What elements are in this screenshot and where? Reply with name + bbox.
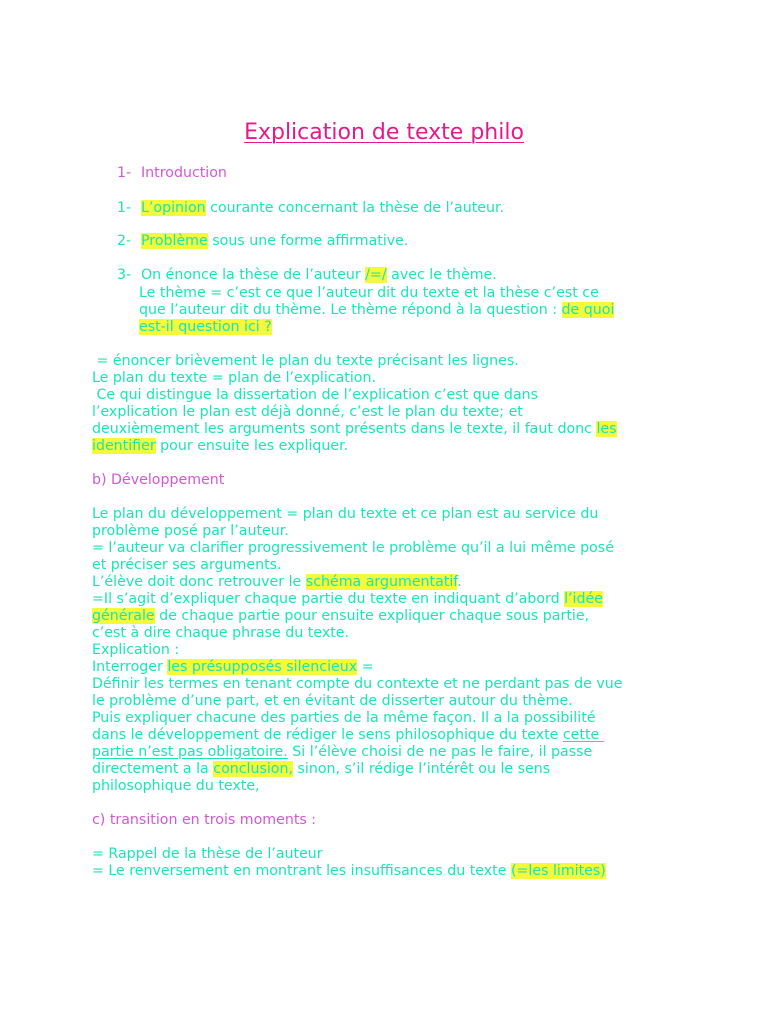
- definir-line-3: Puis expliquer chacune des parties de la même façon. Il a la possibilité: [92, 710, 596, 726]
- item-number: 3-: [117, 267, 132, 283]
- intro-item-3-line-2: Le thème = c’est ce que l’auteur dit du texte et la thèse c’est ce: [139, 285, 599, 301]
- highlighted-text: l’idée: [564, 591, 603, 607]
- intro-heading-number: 1-: [117, 165, 132, 181]
- idee-line-1: [92, 591, 603, 608]
- item-number: 2-: [117, 233, 132, 249]
- highlighted-text: de quoi: [561, 302, 615, 318]
- definir-line-1: Définir les termes en tenant compte du contexte et ne perdant pas de vue: [92, 676, 623, 692]
- idee-line-2: [92, 608, 589, 625]
- dev-text: de chaque partie pour ensuite expliquer chaque sous partie,: [154, 608, 590, 624]
- plan-line-3: Ce qui distingue la dissertation de l’explication c’est que dans: [92, 387, 539, 403]
- item-text: On énonce la thèse de l’auteur: [141, 267, 366, 283]
- explication-label: Explication :: [92, 642, 180, 658]
- intro-item-1: [117, 200, 504, 217]
- document-title: Explication de texte philo: [244, 120, 524, 145]
- intro-item-3-line-3: [139, 302, 614, 319]
- development-line-2: problème posé par l’auteur.: [92, 523, 289, 539]
- highlighted-text: /=/: [365, 267, 387, 283]
- dev-text: sinon, s’il rédige l’intérêt ou le sens: [293, 761, 551, 777]
- definir-line-2: le problème d’une part, et en évitant de disserter autour du thème.: [92, 693, 573, 709]
- dev-text: directement a la: [92, 761, 214, 777]
- dev-text: Si l’élève choisi de ne pas le faire, il passe: [287, 744, 593, 760]
- highlighted-text: générale: [92, 608, 155, 624]
- intro-item-3-line-4: [139, 319, 272, 336]
- highlighted-text: identifier: [92, 438, 156, 454]
- schema-line: [92, 574, 462, 591]
- sens-line: [92, 727, 604, 744]
- highlighted-text: conclusion,: [213, 761, 293, 777]
- item-text: courante concernant la thèse de l’auteur.: [205, 200, 505, 216]
- dev-text: Interroger: [92, 659, 168, 675]
- highlighted-text: les présupposés silencieux: [167, 659, 358, 675]
- plan-line-4: l’explication le plan est déjà donné, c’est le plan du texte; et: [92, 404, 523, 420]
- item-text: avec le thème.: [386, 267, 497, 283]
- highlighted-text: L’opinion: [141, 200, 206, 216]
- development-line-1: Le plan du développement = plan du texte et ce plan est au service du: [92, 506, 599, 522]
- plan-line-6: [92, 438, 348, 455]
- dev-text: L’élève doit donc retrouver le: [92, 574, 306, 590]
- direct-line: [92, 761, 550, 778]
- transition-line-1: = Rappel de la thèse de l’auteur: [92, 846, 323, 862]
- development-heading: b) Développement: [92, 472, 225, 488]
- development-last-line: philosophique du texte,: [92, 778, 260, 794]
- intro-item-2: [117, 233, 408, 250]
- dev-text: dans le développement de rédiger le sens philosophique du texte: [92, 727, 563, 743]
- transition-text: = Le renversement en montrant les insuffisances du texte: [92, 863, 511, 879]
- underlined-text: partie n’est pas obligatoire.: [92, 744, 288, 760]
- highlighted-text: est-il question ici ?: [139, 319, 272, 335]
- underlined-text: cette: [562, 727, 604, 743]
- plan-line-2: Le plan du texte = plan de l’explication.: [92, 370, 376, 386]
- plan-line-1: = énoncer brièvement le plan du texte précisant les lignes.: [92, 353, 519, 369]
- dev-text: .: [457, 574, 462, 590]
- development-line-3: = l’auteur va clarifier progressivement le problème qu’il a lui même posé: [92, 540, 614, 556]
- transition-heading: c) transition en trois moments :: [92, 812, 317, 828]
- plan-text: deuxièmement les arguments sont présents dans le texte, il faut donc: [92, 421, 597, 437]
- intro-heading: [117, 165, 227, 182]
- transition-line-2: [92, 863, 606, 880]
- highlighted-text: (=les limites): [510, 863, 606, 879]
- item-text: sous une forme affirmative.: [207, 233, 409, 249]
- intro-item-3: [117, 267, 497, 284]
- partie-line: [92, 744, 592, 761]
- highlighted-text: schéma argumentatif: [305, 574, 458, 590]
- item-number: 1-: [117, 200, 132, 216]
- highlighted-text: Problème: [141, 233, 208, 249]
- item-text: que l’auteur dit du thème. Le thème répond à la question :: [139, 302, 562, 318]
- dev-text: =Il s’agit d’expliquer chaque partie du texte en indiquant d’abord: [92, 591, 565, 607]
- dev-text: =: [357, 659, 374, 675]
- interroger-line: [92, 659, 374, 676]
- development-line-4: et préciser ses arguments.: [92, 557, 282, 573]
- phrase-line: c’est à dire chaque phrase du texte.: [92, 625, 350, 641]
- plan-text: pour ensuite les expliquer.: [155, 438, 349, 454]
- intro-heading-label: Introduction: [141, 165, 227, 181]
- highlighted-text: les: [596, 421, 617, 437]
- plan-line-5: [92, 421, 617, 438]
